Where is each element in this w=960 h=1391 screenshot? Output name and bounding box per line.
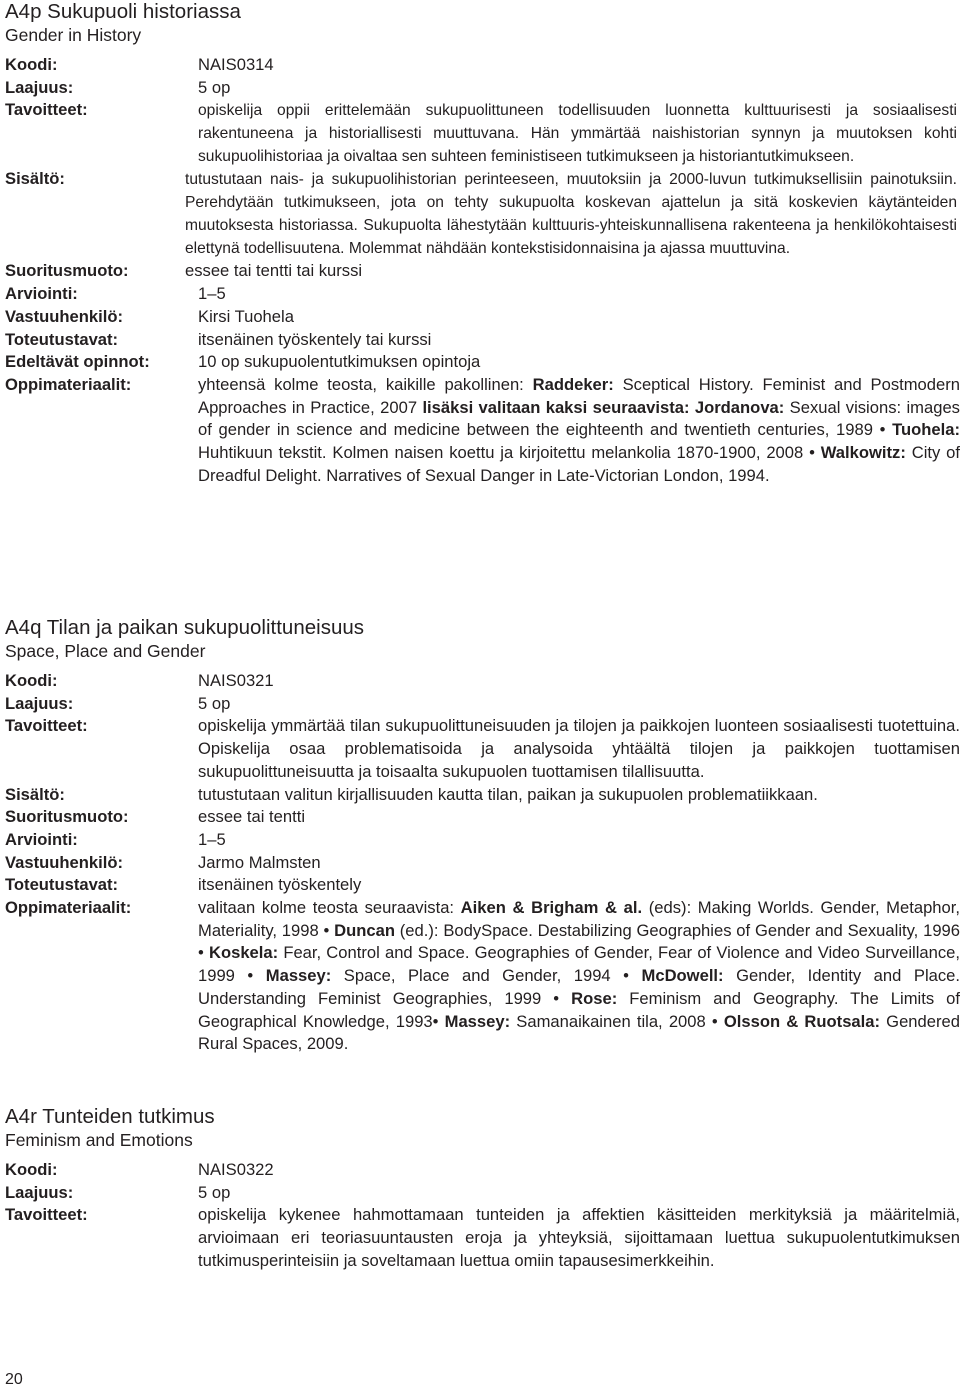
text-run: yhteensä kolme teosta, kaikille pakollinen: [198,374,533,394]
field-label: Koodi: [5,1160,58,1179]
row-toteutustavat [5,329,960,352]
row-koodi [5,54,960,77]
bold-text-run: Walkowitz: [820,443,906,463]
bold-text-run: Rose: [571,988,618,1008]
row-vastuuhenkilo [5,852,960,875]
row-suoritusmuoto [5,260,960,283]
text-run: Space, Place and Gender, 1994 • [331,966,642,986]
course-details [5,670,960,1056]
course-section-a4r [5,1105,960,1273]
row-suoritusmuoto [5,806,960,829]
field-value: 1–5 [198,284,226,304]
field-label: Koodi: [5,671,58,690]
course-subtitle: Feminism and Emotions [5,1130,193,1150]
row-toteutustavat [5,874,960,897]
course-section-a4p [5,0,960,487]
field-label: Tavoitteet: [5,1205,88,1225]
field-value: NAIS0321 [198,671,274,690]
course-details [5,54,960,487]
bold-text-run: lisäksi valitaan kaksi seuraavista: Jordanova: [422,397,785,417]
text-run: Fear, Control and Space. Geographies of Gender, Fear of Violence and Video Surveillance, 1999 • [198,943,960,986]
field-value: Jarmo Malmsten [198,852,321,872]
field-label: Laajuus: [5,693,74,713]
row-laajuus [5,77,960,100]
field-value: NAIS0322 [198,1160,274,1179]
row-koodi [5,670,960,693]
page-number: 20 [5,1371,23,1388]
field-value: 5 op [198,77,231,97]
row-sisalto [5,784,960,807]
row-laajuus [5,1182,960,1205]
row-arviointi [5,829,960,852]
field-value: Kirsi Tuohela [198,306,294,326]
bold-text-run: Tuohela: [892,420,960,440]
text-run: Gender, Identity and Place. Understanding Feminist Geographies, 1999 • [198,966,960,1008]
text-run: City of Dreadful Delight. Narratives of Sexual Danger in Late-Victorian London, 1994. [198,443,960,485]
field-value: 5 op [198,1182,231,1202]
field-value: tutustutaan valitun kirjallisuuden kautta tilan, paikan ja sukupuolen problematiikkaan. [198,784,818,804]
field-label: Koodi: [5,55,58,74]
text-run: (eds): Making Worlds. Gender, Metaphor, Materiality, 1998 • [198,898,960,940]
bold-text-run: Aiken & Brigham & al. [460,898,643,918]
course-subtitle: Gender in History [5,25,142,45]
row-koodi [5,1159,960,1182]
row-sisalto [5,168,960,260]
text-run: Sexual visions: images of gender in science and medicine between the eighteenth and twentieth centuries, 1989 • [198,397,960,440]
row-oppimateriaalit [5,897,960,1056]
field-value: itsenäinen työskentely tai kurssi [198,329,432,349]
field-label: Vastuuhenkilö: [5,306,124,326]
field-label: Oppimateriaalit: [5,374,132,394]
field-label: Tavoitteet: [5,100,88,120]
field-value: opiskelija kykenee hahmottamaan tunteiden ja affektien käsitteiden merkityksiä ja määritelmiä, arvioimaan eri teoriasuuntausten eroja ja yhteyksiä, sijoittamaan luettua sukupuolentutkimuksen tutkimusperinteisiin ja soveltamaan luettua omiin tapausesimerkkeihin. [198,1205,960,1270]
text-run: valitaan kolme teosta seuraavista: [198,898,461,918]
bold-text-run: Duncan [334,920,395,940]
field-value: 5 op [198,693,231,713]
field-value: 10 op sukupuolentutkimuksen opintoja [198,352,481,372]
bold-text-run: Raddeker: [532,374,614,394]
field-label: Sisältö: [5,169,65,189]
course-details [5,1159,960,1273]
row-tavoitteet [5,1204,960,1272]
field-label: Suoritusmuoto: [5,261,129,281]
bold-text-run: Massey: [265,966,332,986]
field-value: NAIS0314 [198,55,274,74]
bold-text-run: Koskela: [208,943,279,963]
field-value: 1–5 [198,829,226,849]
field-label: Arviointi: [5,284,78,304]
field-label: Tavoitteet: [5,716,88,736]
text-run: Huhtikuun tekstit. Kolmen naisen koettu ja kirjoitettu melankolia 1870-1900, 2008 • [198,443,821,463]
field-label: Toteutustavat: [5,329,119,349]
field-value: opiskelija oppii erittelemään sukupuolittuneen todellisuuden luonnetta kulttuurisesti ja sosiaalisesti rakentuneena ja historiallisesti muuttuvana. Hän ymmärtää naishistorian synnyn ja muutoksen kohti sukupuolihistoriaa ja oivaltaa sen suhteen feministiseen tutkimukseen ja historiantutkimukseen. [198,102,957,166]
field-value [198,374,960,488]
row-oppimateriaalit [5,374,960,488]
field-value: essee tai tentti [198,807,306,827]
text-run: (ed.): BodySpace. Destabilizing Geographies of Gender and Sexuality, 1996 • [198,920,960,963]
field-label: Vastuuhenkilö: [5,852,124,872]
course-title: A4r Tunteiden tutkimus [5,1105,215,1128]
field-value: tutustutaan nais- ja sukupuolihistorian perinteeseen, muutoksiin ja 2000-luvun tutkimuksellisiin painotuksiin. Perehdytään tutkimukseen, jota on tehty sukupuolta koskevan ajattelun ja sitä koskevien käytänteiden muutoksesta historiassa. Sukupuolta lähestytään kulttuuris-yhteiskunnallisena rakenteena ja henkilökohtaisesti elettynä todellisuutena. Molemmat nähdään kontekstisidonnaisina ja ajassa muuttuvina. [185,171,957,258]
field-label: Laajuus: [5,77,74,97]
bold-text-run: Massey: [444,1011,511,1031]
row-tavoitteet [5,99,960,168]
field-value [198,897,960,1056]
field-value: opiskelija ymmärtää tilan sukupuolittuneisuuden ja tilojen ja paikkojen luonteen sosiaalisesti tuotettuina. Opiskelija osaa problematisoida ja analysoida yhtäältä tilojen ja paikkojen tuottamisen sukupuolittuneisuutta ja toisaalta sukupuolen tuottamisen tilallisuutta. [198,716,960,781]
row-arviointi [5,283,960,306]
row-vastuuhenkilo [5,306,960,329]
course-title: A4p Sukupuoli historiassa [5,0,241,23]
field-label: Arviointi: [5,829,78,849]
course-subtitle: Space, Place and Gender [5,641,206,661]
field-label: Suoritusmuoto: [5,807,129,827]
field-value: essee tai tentti tai kurssi [185,261,363,281]
row-edeltavat-opinnot [5,351,960,374]
field-label: Sisältö: [5,784,65,804]
text-run: Gendered Rural Spaces, 2009. [198,1011,960,1054]
bold-text-run: McDowell: [641,966,724,986]
field-label: Edeltävät opinnot: [5,352,150,372]
course-title: A4q Tilan ja paikan sukupuolittuneisuus [5,616,364,639]
row-laajuus [5,693,960,716]
course-section-a4q [5,616,960,1056]
bold-text-run: Olsson & Ruotsala: [723,1011,881,1031]
text-run: Sceptical History. Feminist and Postmodern Approaches in Practice, 2007 [198,374,960,417]
field-label: Oppimateriaalit: [5,898,132,918]
text-run: Feminism and Geography. The Limits of Geographical Knowledge, 1993• [198,988,960,1031]
row-tavoitteet [5,715,960,783]
text-run: Samanaikainen tila, 2008 • [510,1011,724,1031]
field-value: itsenäinen työskentely [198,875,362,895]
field-label: Toteutustavat: [5,875,119,895]
field-label: Laajuus: [5,1182,74,1202]
